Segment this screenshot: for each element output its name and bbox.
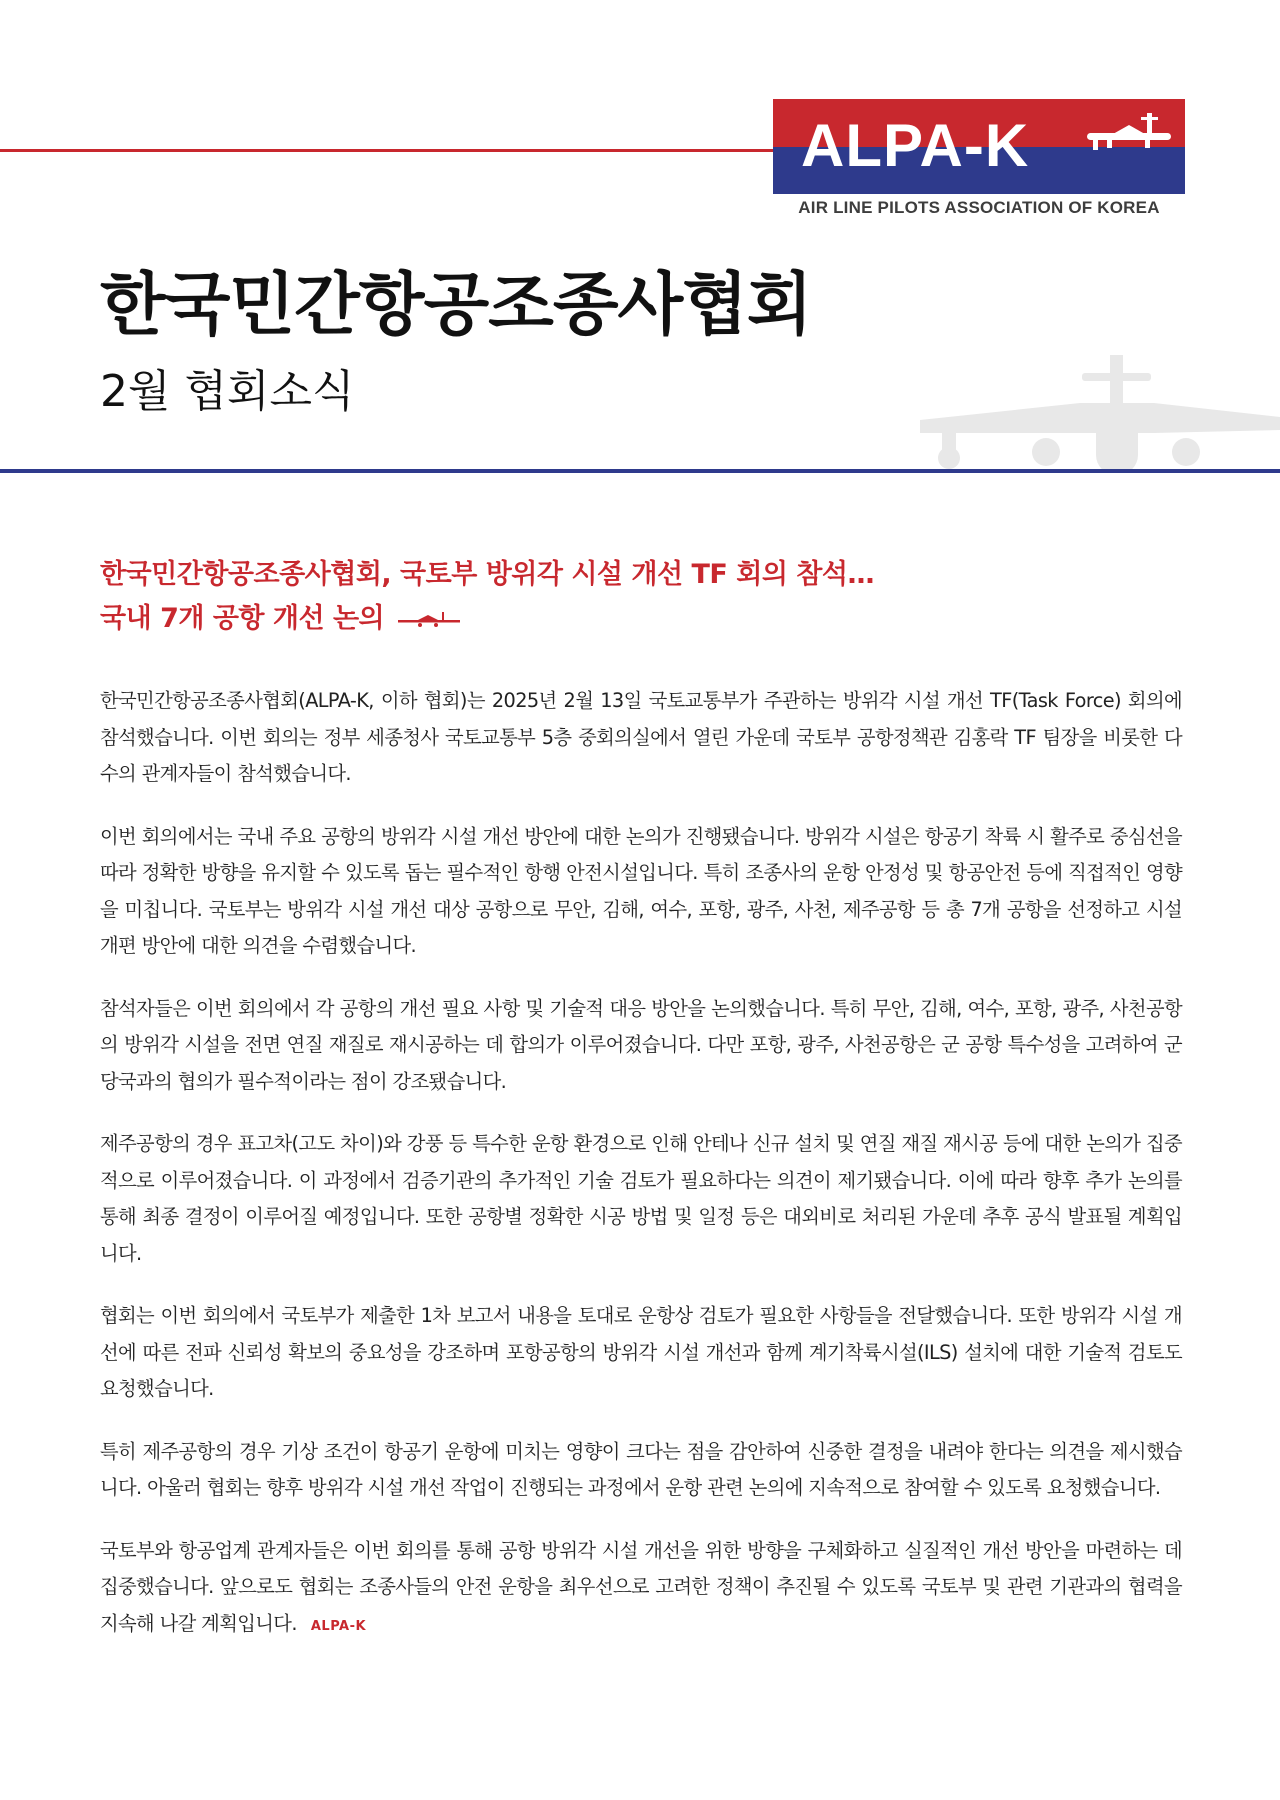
logo-box [773,99,1185,194]
headline-line-2-text: 국내 7개 공항 개선 논의 [100,603,385,634]
header-blue-rule [0,469,1280,473]
article-paragraph: 참석자들은 이번 회의에서 각 공항의 개선 필요 사항 및 기술적 대응 방안을 논의했습니다. 특히 무안, 김해, 여수, 포항, 광주, 사천공항의 방위각 시설을 전면 연질 재질로 재시공하는 데 합의가 이루어졌습니다. 다만 포항, 광주, 사천공항은 군 공항 특수성을 고려하여 군 당국과의 협의가 필수적이라는 점이 강조됐습니다. [100,996,1182,1093]
article-paragraph: 제주공항의 경우 표고차(고도 차이)와 강풍 등 특수한 운항 환경으로 인해 안테나 신규 설치 및 연질 재질 재시공 등에 대한 논의가 집중적으로 이루어졌습니다. 이 과정에서 검증기관의 추가적인 기술 검토가 필요하다는 의견이 제기됐습니다. 이에 따라 향후 추가 논의를 통해 최종 결정이 이루어질 예정입니다. 또한 공항별 정확한 시공 방법 및 일정 등은 대외비로 처리된 가운데 추후 공식 발표될 계획입니다. [100,1132,1183,1265]
article-paragraph: 한국민간항공조종사협회(ALPA-K, 이하 협회)는 2025년 2월 13일 국토교통부가 주관하는 방위각 시설 개선 TF(Task Force) 회의에 참석했습니다. 이번 회의는 정부 세종청사 국토교통부 5층 중회의실에서 열린 가운데 국토부 공항정책관 김홍락 TF 팀장을 비롯한 다수의 관계자들이 참석했습니다. [100,689,1182,785]
logo-tagline: AIR LINE PILOTS ASSOCIATION OF KOREA [798,198,1160,217]
page-title: 한국민간항공조종사협회 [100,266,812,345]
background-airplane-icon [920,355,1280,470]
article-paragraph: 특히 제주공항의 경우 기상 조건이 항공기 운항에 미치는 영향이 크다는 점을 감안하여 신중한 결정을 내려야 한다는 의견을 제시했습니다. 아울러 협회는 향후 방위각 시설 개선 작업이 진행되는 과정에서 운항 관련 논의에 지속적으로 참여할 수 있도록 요청했습니다. [100,1439,1182,1499]
article-paragraph-last [100,1533,1182,1646]
header-red-rule [0,149,780,152]
page-subtitle: 2월 협회소식 [100,366,355,417]
logo-wordmark: ALPA-K [801,112,1030,179]
headline-line-2 [100,597,1180,641]
article-paragraph: 협회는 이번 회의에서 국토부가 제출한 1차 보고서 내용을 토대로 운항상 검토가 필요한 사항들을 전달했습니다. 또한 방위각 시설 개선에 따른 전파 신뢰성 확보의 중요성을 강조하며 포항공항의 방위각 시설 개선과 함께 계기착륙시설(ILS) 설치에 대한 기술적 검토도 요청했습니다. [100,1304,1182,1400]
article-paragraph-text: 국토부와 항공업계 관계자들은 이번 회의를 통해 공항 방위각 시설 개선을 위한 방향을 구체화하고 실질적인 개선 방안을 마련하는 데 집중했습니다. 앞으로도 협회는 조종사들의 안전 운항을 최우선으로 고려한 정책이 추진될 수 있도록 국토부 및 관련 기관과의 협력을 지속해 나갈 계획입니다. [100,1538,1182,1635]
article-paragraph: 이번 회의에서는 국내 주요 공항의 방위각 시설 개선 방안에 대한 논의가 진행됐습니다. 방위각 시설은 항공기 착륙 시 활주로 중심선을 따라 정확한 방향을 유지할 수 있도록 돕는 필수적인 항행 안전시설입니다. 특히 조종사의 운항 안정성 및 항공안전 등에 직접적인 영향을 미칩니다. 국토부는 방위각 시설 개선 대상 공항으로 무안, 김해, 여수, 포항, 광주, 사천, 제주공항 등 총 7개 공항을 선정하고 시설 개편 방안에 대한 의견을 수렴했습니다. [100,824,1182,957]
article-headline [100,553,1180,641]
headline-line-1: 한국민간항공조종사협회, 국토부 방위각 시설 개선 TF 회의 참석… [100,559,874,590]
alpa-k-logo [773,99,1185,218]
headline-airplane-icon [398,610,460,630]
article-body [100,683,1182,1671]
article-signature: ALPA-K [310,1618,367,1634]
logo-airplane-icon [1083,107,1175,157]
